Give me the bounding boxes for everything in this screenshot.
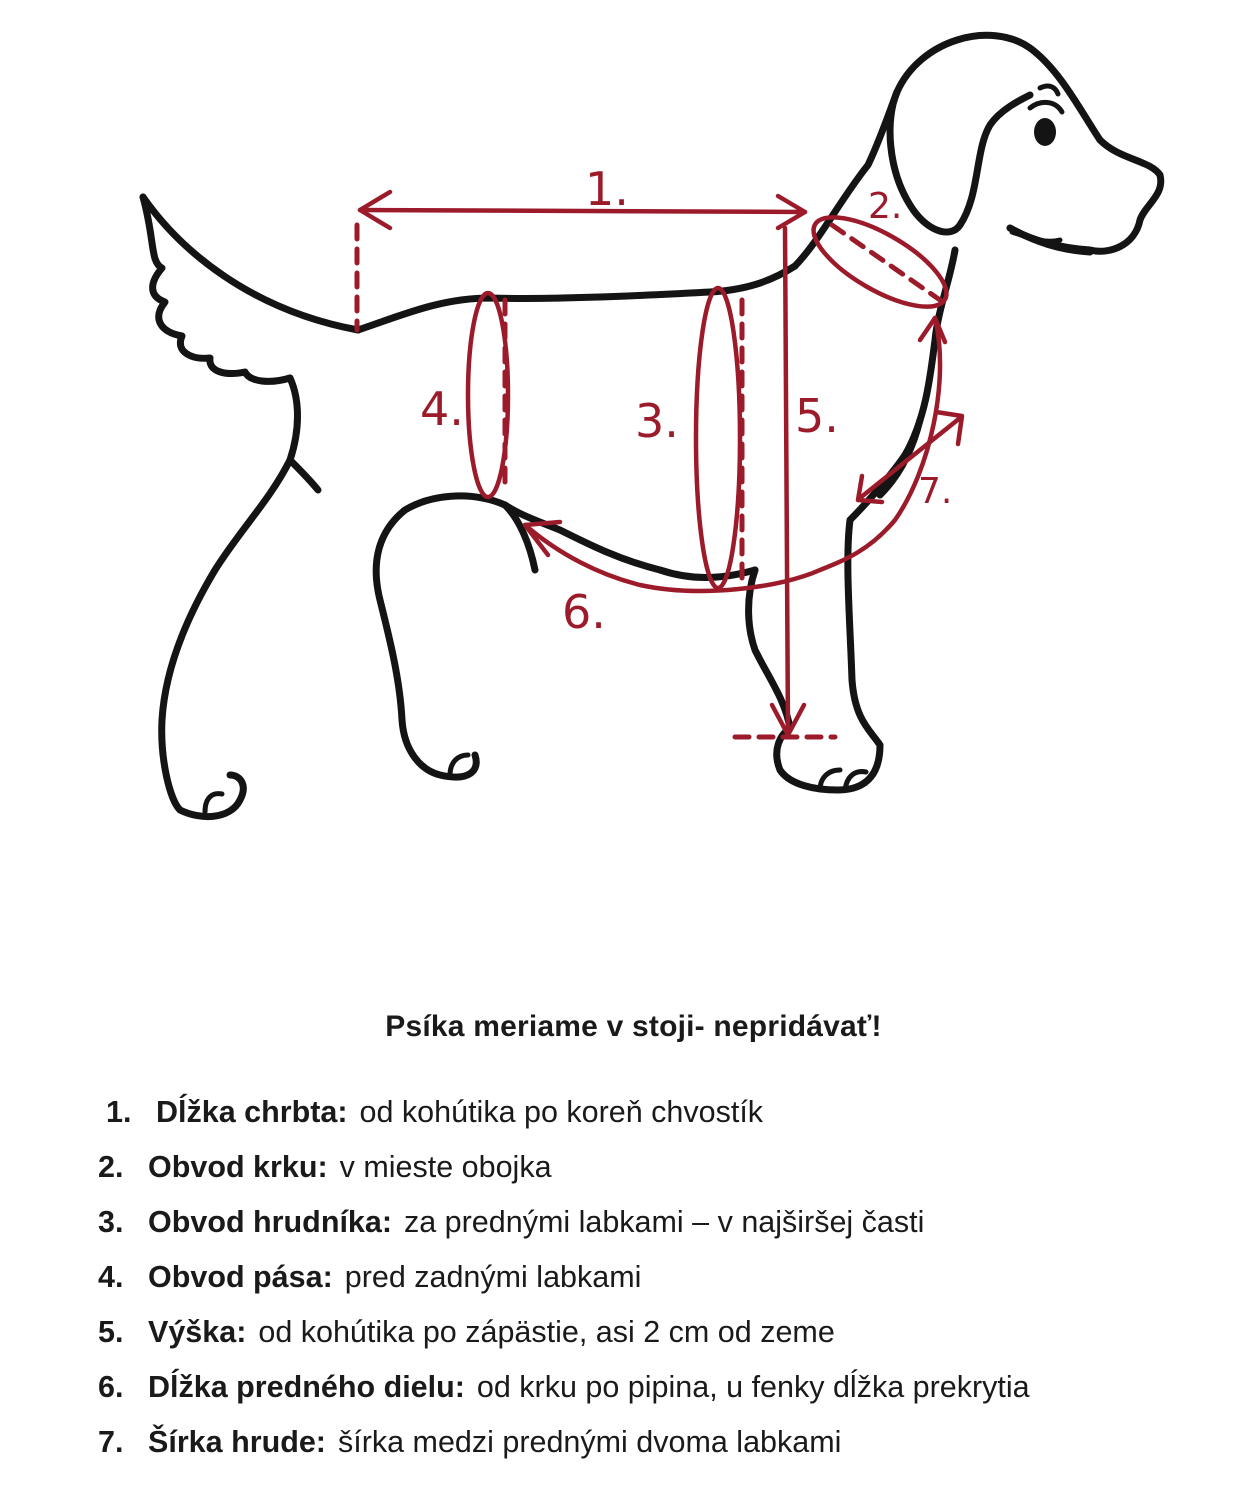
measurement-label-1: 1. [585, 162, 629, 216]
legend-number: 3. [98, 1205, 124, 1239]
legend-description: od kohútika po koreň chvostík [359, 1095, 764, 1129]
legend-number: 1. [106, 1095, 132, 1129]
measurement-overlay [357, 162, 962, 737]
measurement-label-5: 5. [795, 389, 839, 443]
legend-number: 2. [98, 1150, 124, 1184]
legend-item-chest [98, 1195, 1030, 1250]
legend-description: od kohútika po zápästie, asi 2 cm od zeme [258, 1315, 835, 1349]
legend-term: Obvod krku: [148, 1150, 328, 1184]
legend-term: Obvod hrudníka: [148, 1205, 392, 1239]
legend-description: za prednými labkami – v najširšej časti [404, 1205, 925, 1239]
legend-item-chest-width [98, 1415, 1030, 1470]
legend-description: šírka medzi prednými dvoma labkami [337, 1425, 842, 1459]
legend-description: v mieste obojka [339, 1150, 552, 1184]
legend-term: Výška: [148, 1315, 247, 1349]
legend-item-neck [98, 1140, 1030, 1195]
legend-description: od krku po pipina, u fenky dĺžka prekrytia [476, 1370, 1030, 1404]
measurement-label-7: 7. [918, 471, 953, 512]
measurement-label-4: 4. [420, 382, 464, 436]
legend-item-waist [98, 1250, 1030, 1305]
measurement-legend [98, 1085, 1030, 1470]
legend-number: 4. [98, 1260, 124, 1294]
legend-item-height [98, 1305, 1030, 1360]
measurement-label-3: 3. [635, 394, 679, 448]
measurement-heading: Psíka meriame v stoji- nepridávať! [385, 1010, 882, 1043]
measurement-label-2: 2. [868, 186, 903, 227]
legend-term: Obvod pása: [148, 1260, 333, 1294]
legend-term: Dĺžka predného dielu: [148, 1370, 465, 1404]
legend-number: 6. [98, 1370, 124, 1404]
legend-description: pred zadnými labkami [344, 1260, 642, 1294]
legend-number: 7. [98, 1425, 124, 1459]
legend-number: 5. [98, 1315, 124, 1349]
legend-item-back-length [106, 1085, 1030, 1140]
legend-term: Šírka hrude: [148, 1425, 326, 1459]
legend-item-front-length [98, 1360, 1030, 1415]
legend-term: Dĺžka chrbta: [156, 1095, 348, 1129]
measurement-label-6: 6. [562, 585, 606, 639]
